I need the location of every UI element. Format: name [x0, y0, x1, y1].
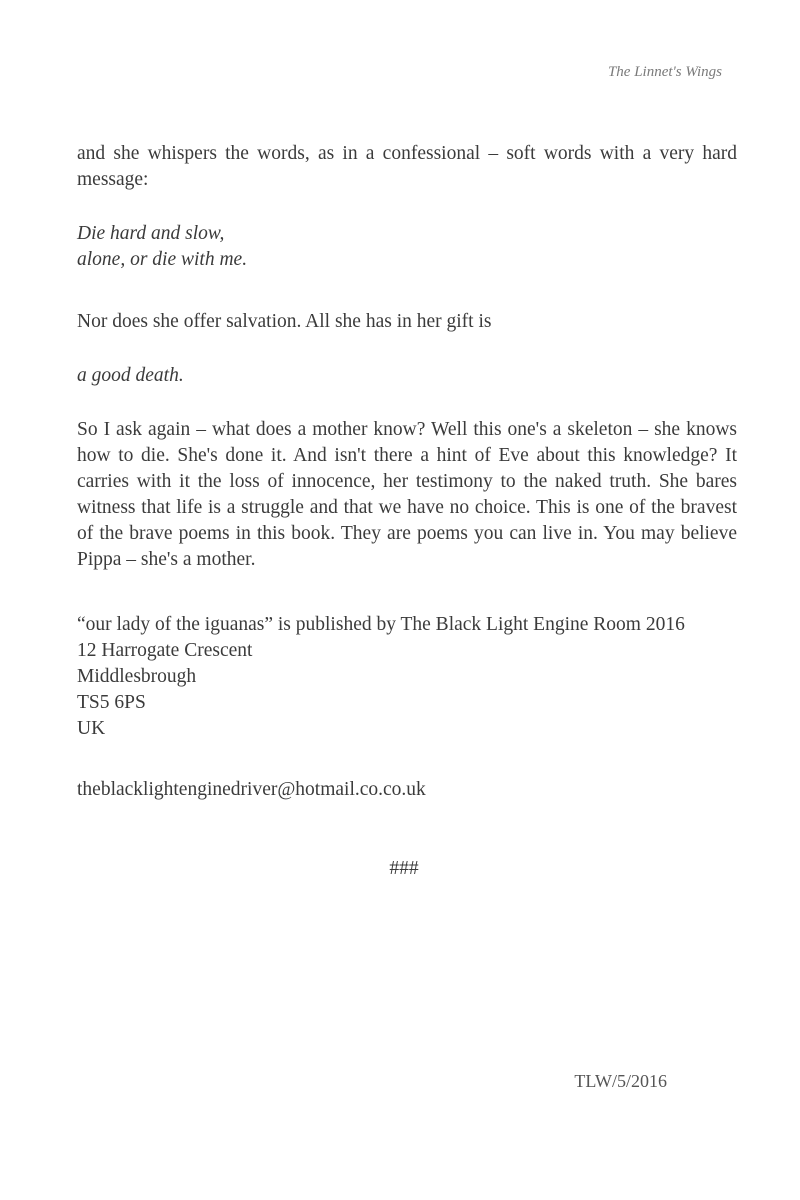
address-line: Middlesbrough	[77, 666, 197, 687]
intro-text: and she whispers the words, as in a confessional – soft words with a very hard message:	[77, 143, 737, 190]
analysis-paragraph	[77, 417, 737, 573]
quote-line: alone, or die with me.	[77, 249, 248, 270]
running-header: The Linnet's Wings	[607, 64, 722, 80]
good-death-line	[77, 363, 737, 389]
email-block	[77, 777, 737, 803]
salvation-paragraph	[77, 309, 737, 335]
quote-block	[77, 221, 737, 273]
intro-paragraph	[77, 141, 737, 193]
publisher-statement: “our lady of the iguanas” is published by The Black Light Engine Room 2016	[77, 614, 685, 635]
publisher-email: theblacklightenginedriver@hotmail.co.co.uk	[77, 779, 426, 800]
address-line: TS5 6PS	[77, 692, 146, 713]
section-separator: ###	[389, 858, 419, 879]
address-line: UK	[77, 718, 106, 739]
salvation-text: Nor does she offer salvation. All she has in her gift is	[77, 311, 492, 332]
good-death-text: a good death.	[77, 365, 184, 386]
analysis-text: So I ask again – what does a mother know? Well this one's a skeleton – she knows how to die. She's done it. And isn't there a hint of Eve about this knowledge? It carries with it the loss of innocence, her testimony to the naked truth. She bares witness that life is a struggle and that we have no choice. This is one of the bravest of the brave poems in this book. They are poems you can live in. You may believe Pippa – she's a mother.	[77, 419, 737, 570]
publisher-block	[77, 612, 737, 742]
issue-code: TLW/5/2016	[574, 1071, 667, 1091]
address-line: 12 Harrogate Crescent	[77, 640, 253, 661]
quote-line: Die hard and slow,	[77, 223, 225, 244]
